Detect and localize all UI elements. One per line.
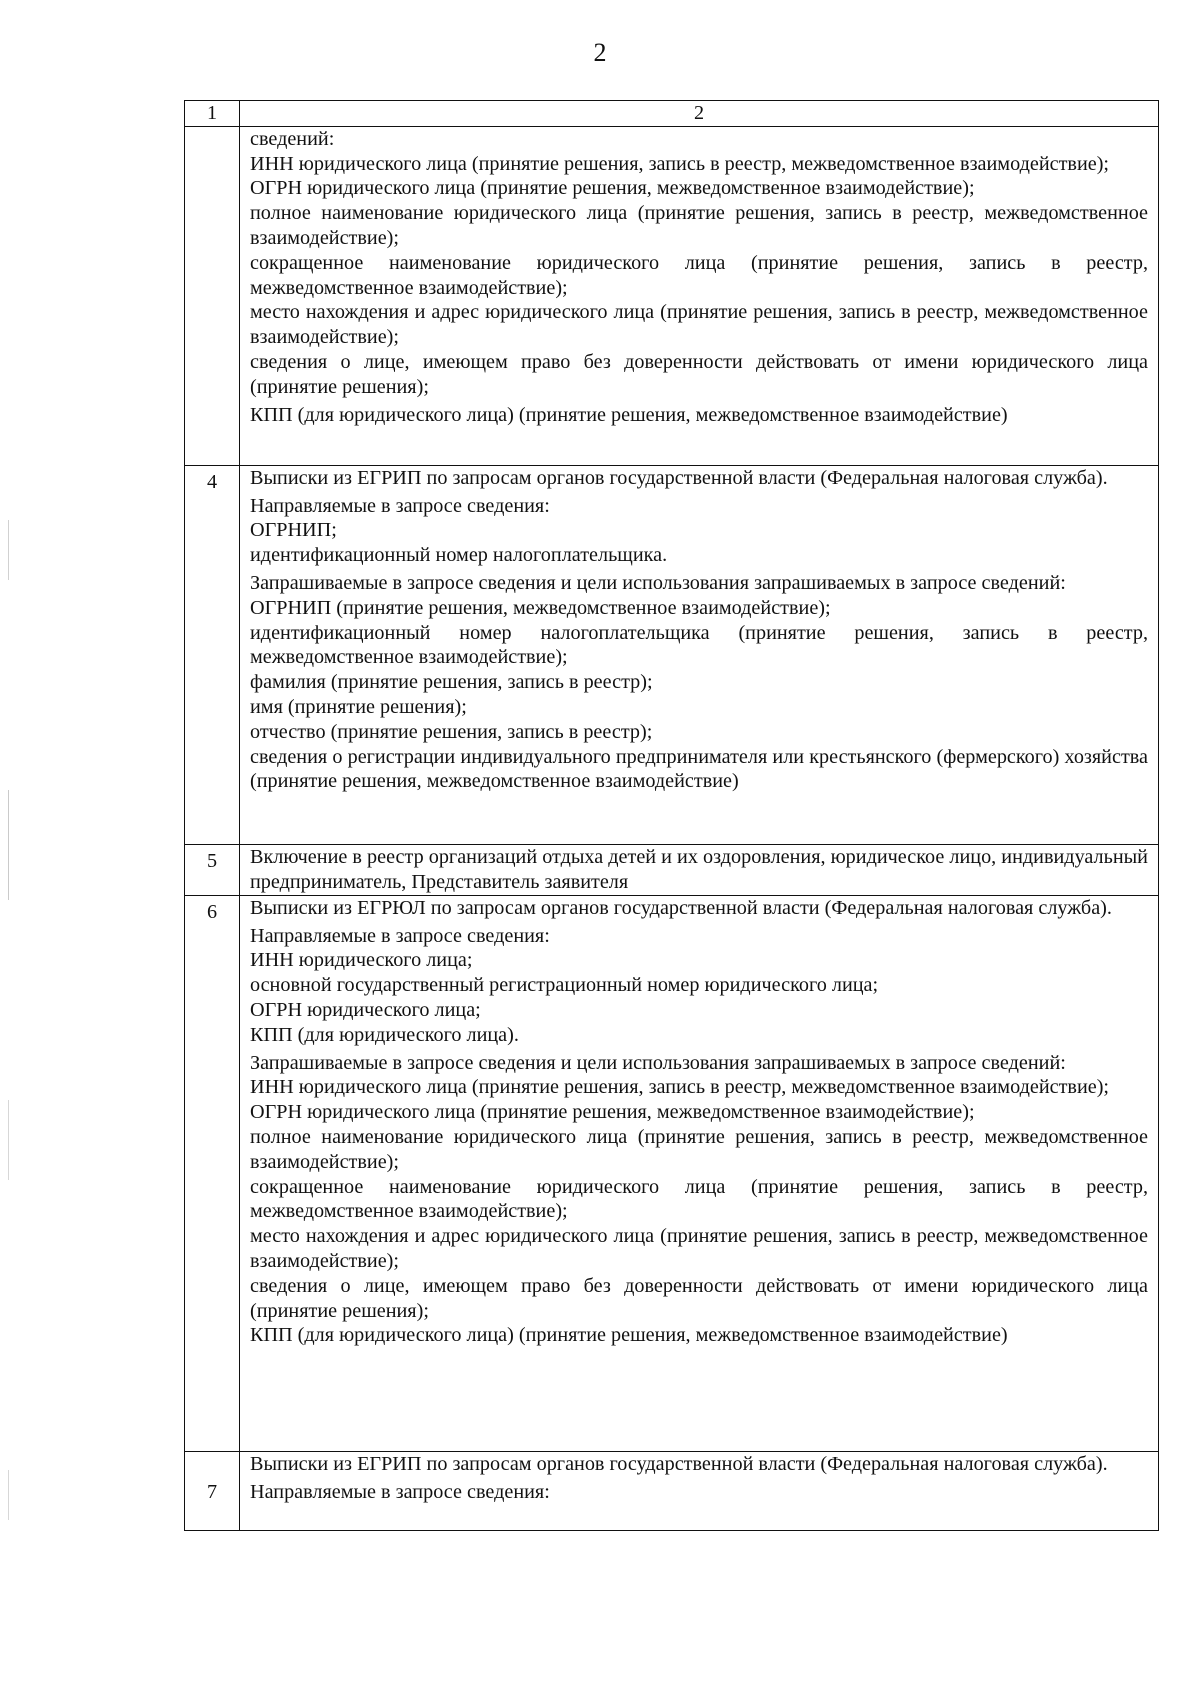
row-content xyxy=(240,895,1159,1451)
table-row xyxy=(185,126,1159,465)
text-line: КПП (для юридического лица) (принятие решения, межведомственное взаимодействие) xyxy=(250,403,1008,426)
text-line: ИНН юридического лица (принятие решения, запись в реестр, межведомственное взаимодействие); xyxy=(250,1076,1110,1099)
text-line: сокращенное наименование юридического лица (принятие решения, запись в реестр, межведомственное взаимодействие); xyxy=(250,251,1148,299)
text-line: сведения о регистрации индивидуального предпринимателя или крестьянского (фермерского) хозяйства (принятие решения, межведомственное взаимодействие) xyxy=(250,745,1148,793)
row-content xyxy=(240,465,1159,844)
table-row xyxy=(185,895,1159,1451)
text-line: сведений: xyxy=(250,127,335,150)
text-line: сведения о лице, имеющем право без доверенности действовать от имени юридического лица (принятие решения); xyxy=(250,350,1148,398)
text-line: место нахождения и адрес юридического лица (принятие решения, запись в реестр, межведомственное взаимодействие); xyxy=(250,301,1148,349)
text-line: Направляемые в запросе сведения: xyxy=(250,494,550,517)
table-row xyxy=(185,465,1159,844)
scan-artifact xyxy=(8,1470,9,1520)
text-line: ИНН юридического лица (принятие решения, запись в реестр, межведомственное взаимодействие); xyxy=(250,152,1110,175)
text-line: Выписки из ЕГРЮЛ по запросам органов государственной власти (Федеральная налоговая служба). xyxy=(250,896,1112,919)
scan-artifact xyxy=(8,790,9,900)
page-number: 2 xyxy=(593,38,607,67)
column-header-1: 1 xyxy=(185,101,240,127)
text-line: место нахождения и адрес юридического лица (принятие решения, запись в реестр, межведомственное взаимодействие); xyxy=(250,1225,1148,1272)
text-line: сокращенное наименование юридического лица (принятие решения, запись в реестр, межведомственное взаимодействие); xyxy=(250,1175,1148,1223)
text-line: КПП (для юридического лица) (принятие решения, межведомственное взаимодействие) xyxy=(250,1324,1008,1347)
table-row xyxy=(185,844,1159,895)
document-table xyxy=(184,100,1159,1531)
row-number: 4 xyxy=(185,465,240,844)
text-line: КПП (для юридического лица). xyxy=(250,1023,519,1046)
scan-artifact xyxy=(8,520,9,580)
text-line: сведения о лице, имеющем право без доверенности действовать от имени юридического лица (принятие решения); xyxy=(250,1274,1148,1322)
scan-artifact xyxy=(8,1100,9,1180)
text-line: Включение в реестр организаций отдыха детей и их оздоровления, юридическое лицо, индивидуальный предприниматель, Представитель заявителя xyxy=(250,845,1148,893)
text-line: Направляемые в запросе сведения: xyxy=(250,1480,550,1503)
text-line: Запрашиваемые в запросе сведения и цели использования запрашиваемых в запросе сведений: xyxy=(250,1051,1066,1074)
text-line: ОГРН юридического лица; xyxy=(250,998,481,1021)
text-line: ИНН юридического лица; xyxy=(250,949,473,972)
row-number: 6 xyxy=(185,895,240,1451)
text-line: фамилия (принятие решения, запись в реестр); xyxy=(250,671,653,694)
text-line: ОГРН юридического лица (принятие решения, межведомственное взаимодействие); xyxy=(250,177,975,200)
text-line: идентификационный номер налогоплательщика. xyxy=(250,544,668,567)
text-line: отчество (принятие решения, запись в реестр); xyxy=(250,720,653,743)
table-row xyxy=(185,1451,1159,1530)
text-line: Запрашиваемые в запросе сведения и цели использования запрашиваемых в запросе сведений: xyxy=(250,571,1066,594)
text-line: Выписки из ЕГРИП по запросам органов государственной власти (Федеральная налоговая служба). xyxy=(250,466,1108,489)
text-line: ОГРНИП; xyxy=(250,519,337,542)
text-line: идентификационный номер налогоплательщика (принятие решения, запись в реестр, межведомственное взаимодействие); xyxy=(250,621,1148,669)
row-content xyxy=(240,844,1159,895)
text-line: ОГРНИП (принятие решения, межведомственное взаимодействие); xyxy=(250,596,831,619)
text-line: Выписки из ЕГРИП по запросам органов государственной власти (Федеральная налоговая служба). xyxy=(250,1452,1108,1475)
table-header-row xyxy=(185,101,1159,127)
text-line: ОГРН юридического лица (принятие решения, межведомственное взаимодействие); xyxy=(250,1101,975,1124)
column-header-2: 2 xyxy=(240,101,1159,127)
text-line: основной государственный регистрационный номер юридического лица; xyxy=(250,974,879,997)
text-line: Направляемые в запросе сведения: xyxy=(250,924,550,947)
row-content xyxy=(240,126,1159,465)
text-line: имя (принятие решения); xyxy=(250,695,467,718)
row-number: 5 xyxy=(185,844,240,895)
row-number xyxy=(185,126,240,465)
text-line: полное наименование юридического лица (принятие решения, запись в реестр, межведомственное взаимодействие); xyxy=(250,1125,1148,1173)
row-number: 7 xyxy=(185,1451,240,1530)
text-line: полное наименование юридического лица (принятие решения, запись в реестр, межведомственное взаимодействие); xyxy=(250,202,1148,249)
row-content xyxy=(240,1451,1159,1530)
